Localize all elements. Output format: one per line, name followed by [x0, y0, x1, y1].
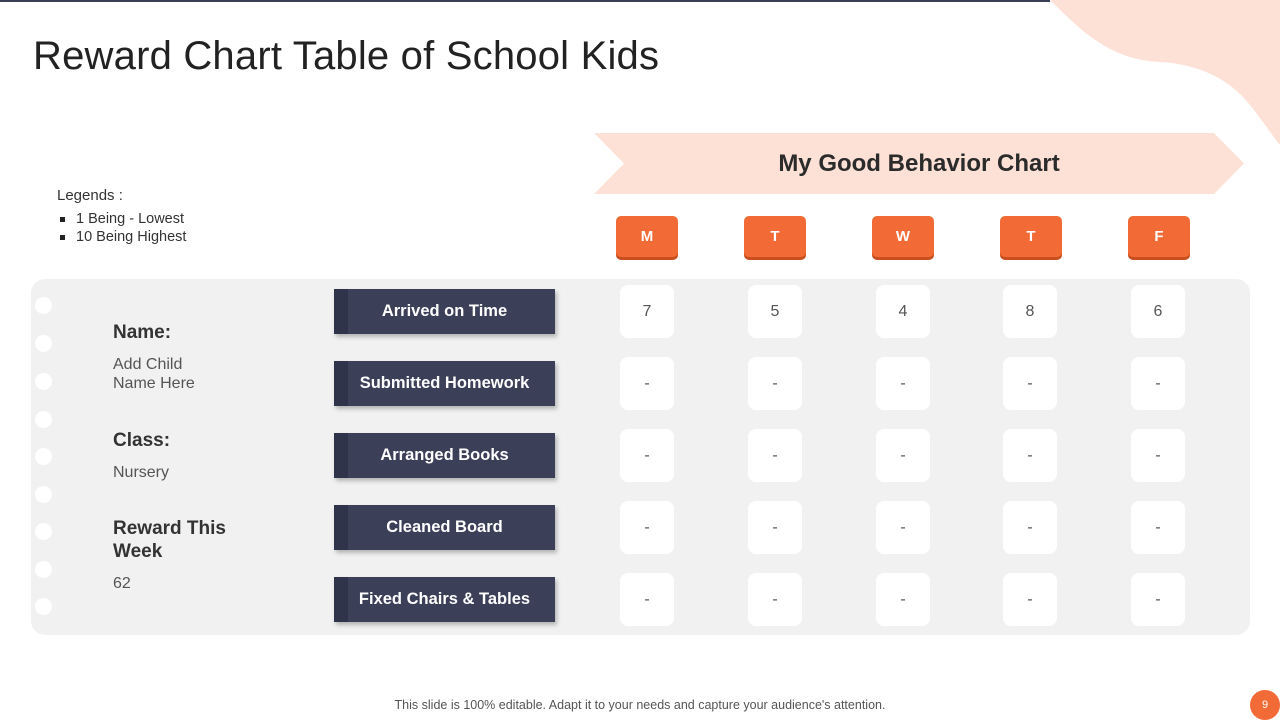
name-value: Add Child Name Here: [113, 356, 195, 392]
task-label: Cleaned Board: [386, 518, 503, 536]
score-cell[interactable]: -: [620, 501, 674, 554]
score-cell[interactable]: -: [1003, 501, 1057, 554]
binder-hole: [35, 335, 52, 352]
day-header-fri: F: [1128, 216, 1190, 257]
score-cell[interactable]: -: [620, 429, 674, 482]
binder-hole: [35, 411, 52, 428]
binder-hole: [35, 523, 52, 540]
legend-item: 10 Being Highest: [57, 228, 186, 246]
class-label: Class:: [113, 430, 171, 451]
task-label: Fixed Chairs & Tables: [358, 590, 531, 608]
task-fixed-chairs-tables: [334, 577, 555, 622]
slide-title: Reward Chart Table of School Kids: [33, 34, 660, 78]
chart-banner-title: My Good Behavior Chart: [778, 149, 1060, 177]
class-value: Nursery: [113, 464, 170, 481]
score-cell[interactable]: -: [748, 501, 802, 554]
binder-hole: [35, 486, 52, 503]
score-cell[interactable]: 5: [748, 285, 802, 338]
legends-block: [57, 187, 186, 246]
score-cell[interactable]: -: [876, 429, 930, 482]
name-label: Name:: [113, 322, 172, 343]
score-cell[interactable]: -: [1003, 429, 1057, 482]
score-cell[interactable]: -: [1003, 357, 1057, 410]
footer-note: This slide is 100% editable. Adapt it to your needs and capture your audience's attention.: [394, 698, 886, 712]
binder-hole: [35, 448, 52, 465]
legend-item: 1 Being - Lowest: [57, 210, 186, 228]
task-label: Arrived on Time: [381, 302, 508, 320]
score-cell[interactable]: -: [748, 357, 802, 410]
score-cell[interactable]: 6: [1131, 285, 1185, 338]
task-arrived-on-time: [334, 289, 555, 334]
reward-label: Reward This Week: [113, 518, 226, 562]
task-arranged-books: [334, 433, 555, 478]
score-cell[interactable]: -: [620, 573, 674, 626]
binder-hole: [35, 598, 52, 615]
binder-hole: [35, 373, 52, 390]
page-number-badge: 9: [1250, 690, 1280, 720]
score-cell[interactable]: -: [876, 501, 930, 554]
score-cell[interactable]: -: [1003, 573, 1057, 626]
score-cell[interactable]: -: [1131, 573, 1185, 626]
day-header-mon: M: [616, 216, 678, 257]
score-cell[interactable]: -: [876, 573, 930, 626]
reward-value: 62: [113, 575, 131, 592]
score-cell[interactable]: -: [876, 357, 930, 410]
legends-list: [57, 210, 186, 246]
score-cell[interactable]: -: [620, 357, 674, 410]
score-cell[interactable]: 4: [876, 285, 930, 338]
score-cell[interactable]: -: [1131, 357, 1185, 410]
day-header-tue: T: [744, 216, 806, 257]
day-header-wed: W: [872, 216, 934, 257]
legends-heading: Legends :: [57, 187, 123, 204]
score-cell[interactable]: 7: [620, 285, 674, 338]
score-cell[interactable]: -: [1131, 429, 1185, 482]
task-submitted-homework: [334, 361, 555, 406]
score-cell[interactable]: -: [748, 429, 802, 482]
score-cell[interactable]: 8: [1003, 285, 1057, 338]
binder-hole: [35, 297, 52, 314]
task-cleaned-board: [334, 505, 555, 550]
day-header-thu: T: [1000, 216, 1062, 257]
score-cell[interactable]: -: [748, 573, 802, 626]
task-label: Arranged Books: [380, 446, 509, 464]
task-label: Submitted Homework: [359, 374, 530, 392]
binder-hole: [35, 561, 52, 578]
score-cell[interactable]: -: [1131, 501, 1185, 554]
